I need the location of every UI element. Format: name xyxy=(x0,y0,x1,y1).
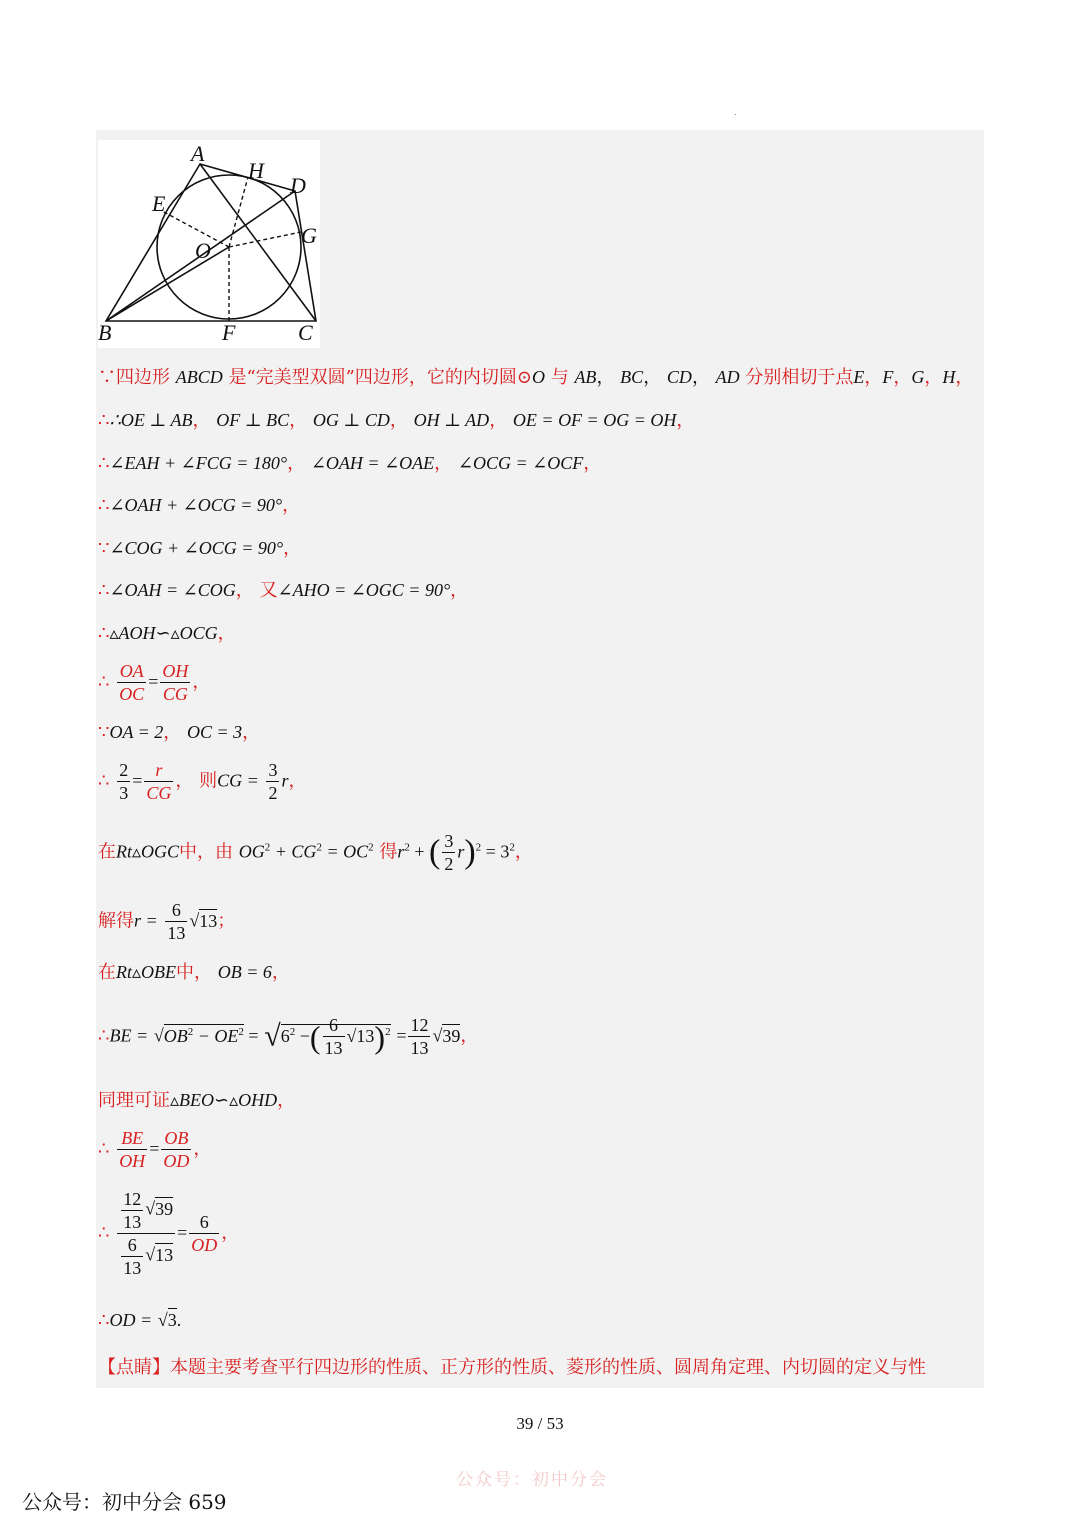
fraction-be-oh: $\frac{BE}{OH}$ xyxy=(119,1128,146,1171)
watermark: 公众号：初中分会 xyxy=(456,1470,608,1490)
fraction-r-cg: $\frac{r}{CG}$ xyxy=(146,760,172,803)
fraction-6-13-b: $\frac{6}{13}$ xyxy=(324,1015,343,1058)
fraction-2-3: $\frac{2}{3}$ xyxy=(119,760,129,803)
page-number: 39 / 53 xyxy=(516,1414,564,1433)
label-e: E xyxy=(152,191,166,216)
solution-line-13: 在Rt▵OBE中， OB = 6， xyxy=(98,962,290,983)
label-o: O xyxy=(195,238,211,263)
header-dot: . xyxy=(734,108,737,117)
quadrilateral-abcd xyxy=(106,164,316,321)
fraction-oa-oc: $\frac{OA}{OC}$ xyxy=(119,661,145,704)
label-c: C xyxy=(298,320,313,345)
fraction-ob-od: $\frac{OB}{OD}$ xyxy=(163,1128,190,1171)
fraction-12-13: $\frac{12}{13}$ xyxy=(410,1015,429,1058)
solution-line-8: ∴ $\frac{OA}{OC}$ = $\frac{OH}{CG}$ ， xyxy=(98,661,211,704)
fraction-3-2-paren: $\frac{3}{2}$ xyxy=(444,831,454,874)
radius-og xyxy=(229,232,301,247)
label-f: F xyxy=(222,320,236,345)
label-h: H xyxy=(248,158,264,183)
label-g: G xyxy=(301,223,317,248)
fraction-3-2: $\frac{3}{2}$ xyxy=(268,760,278,803)
label-b: B xyxy=(98,320,112,345)
solution-line-3: ∴∠EAH + ∠FCG = 180°， ∠OAH = ∠OAE， ∠OCG = ∠OCF， xyxy=(98,453,602,474)
fraction-6-od: $\frac{6}{OD}$ xyxy=(191,1212,218,1255)
solution-line-5: ∵∠COG + ∠OCG = 90°， xyxy=(98,538,302,559)
solution-line-15: 同理可证▵BEO∽▵OHD， xyxy=(98,1090,296,1111)
solution-line-11: 在Rt▵OGC中，由 $OG^2 + CG^2 = OC^2$ 得$r^2$ + ( $\frac{3}{2}$ $r)^2 = 3^2$， xyxy=(98,831,533,874)
solution-line-16: ∴ $\frac{BE}{OH}$ = $\frac{OB}{OD}$ ， xyxy=(98,1128,212,1171)
solution-line-12: 解得r = $\frac{6}{13}$ √13； xyxy=(98,900,236,943)
solution-line-14: ∴BE = $√OB^2 - OE^2 = √6^2$ −( $\frac{6}{13}$ √13)$^2$ = $\frac{12}{13}$ √39， xyxy=(98,1015,479,1058)
solution-line-2: ∴∴OE ⊥ AB， OF ⊥ BC， OG ⊥ CD， OH ⊥ AD， OE = OF = OG = OH， xyxy=(98,410,695,431)
solution-line-4: ∴∠OAH + ∠OCG = 90°， xyxy=(98,495,301,516)
fraction-6-13: $\frac{6}{13}$ xyxy=(167,900,186,943)
solution-line-9: ∵OA = 2， OC = 3， xyxy=(98,722,261,743)
geometry-figure xyxy=(98,140,320,348)
solution-line-7: ∴▵AOH∽▵OCG， xyxy=(98,623,236,644)
comment-line: 【点睛】本题主要考查平行四边形的性质、正方形的性质、菱形的性质、圆周角定理、内切圆的定义与性 xyxy=(98,1357,926,1378)
compound-fraction: $\frac{12}{13}$ √39 $\frac{6}{13}$ √13 xyxy=(117,1188,175,1279)
label-a: A xyxy=(191,141,205,166)
solution-line-10: ∴ $\frac{2}{3}$ = $\frac{r}{CG}$ ， 则CG = $\frac{3}{2}$ r， xyxy=(98,760,307,803)
solution-line-6: ∴∠OAH = ∠COG， 又∠AHO = ∠OGC = 90°， xyxy=(98,580,469,601)
fraction-oh-cg: $\frac{OH}{CG}$ xyxy=(162,661,189,704)
solution-line-17: ∴ $\frac{12}{13}$ √39 $\frac{6}{13}$ √13 = $\frac{6}{OD}$ ， xyxy=(98,1189,240,1278)
footer-caption: 公众号：初中分会 659 xyxy=(22,1490,227,1514)
solution-line-18: ∴OD = √3. xyxy=(98,1310,182,1331)
label-d: D xyxy=(290,173,306,198)
radius-oh xyxy=(229,177,248,247)
solution-line-1: ∵四边形 ABCD 是“完美型双圆”四边形，它的内切圆⊙O 与 AB， BC， CD， AD 分别相切于点E，F，G，H， xyxy=(98,367,974,388)
